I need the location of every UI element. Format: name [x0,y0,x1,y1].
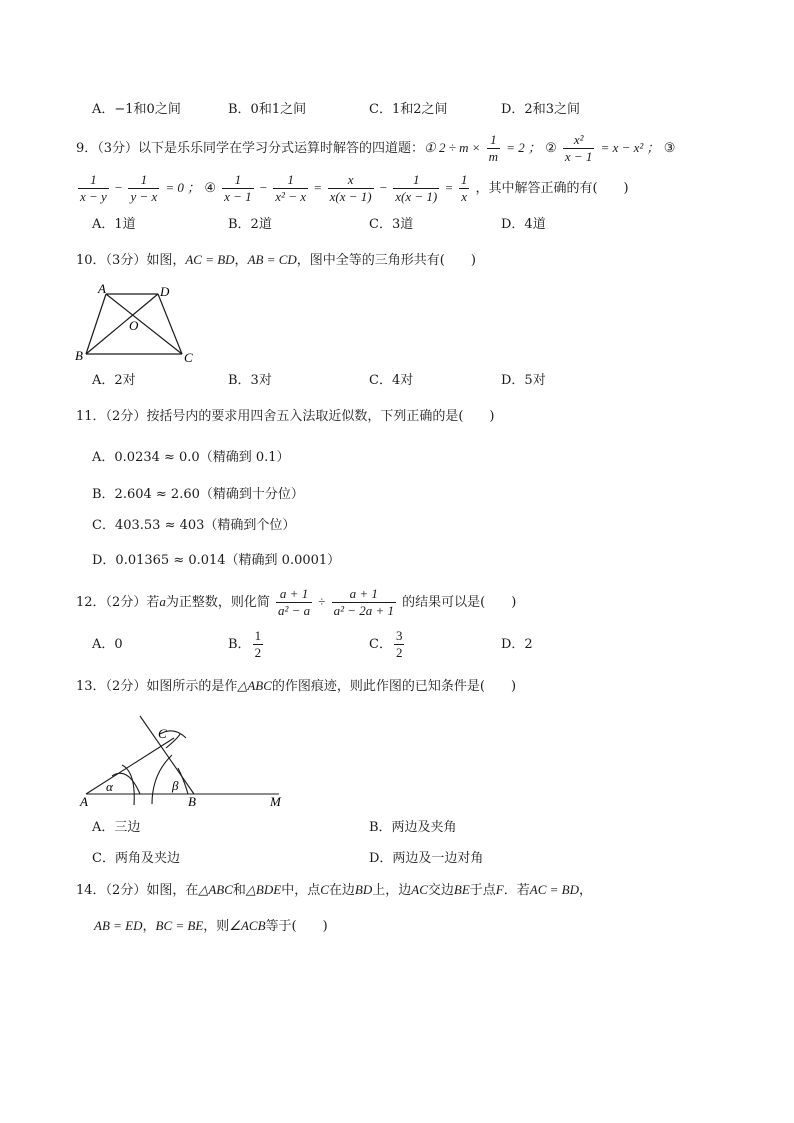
q13-option-d: D．两边及一边对角 [369,851,484,866]
q9-stem: 9．（3分）以下是乐乐同学在学习分式运算时解答的四道题： [76,141,425,156]
q8-option-a: A．−1和0之间 [92,102,181,117]
q9-item3-marker: ③ [663,141,676,156]
q9-item2-marker: ② [545,141,557,156]
q9-item3-fraction-2: $\frac{1}{y - x}$ [130,172,158,204]
q12-option-d: D．2 [501,637,533,652]
q11-stem: 11．（2分）按括号内的要求用四舍五入法取近似数，下列正确的是( ) [76,409,495,424]
q13-triangle: △ABC [237,678,272,693]
q10-option-b: B．3对 [228,373,272,388]
q9-item1-result: = 2 ； [506,140,541,155]
q9-item4-fraction-2: $\frac{1}{\text{x² − x}}$ [275,172,306,204]
q9-line1 [76,132,675,165]
q13-label-c: C [158,726,167,741]
q9-item3-fraction-1: $\frac{1}{x - y}$ [80,172,107,204]
q9-item2-result: = x − x² ； [600,140,660,155]
q13-label-beta: β [172,778,179,793]
q11-option-b: B．2.604 ≈ 2.60（精确到十分位） [92,487,304,502]
q9-option-b: B．2道 [228,217,272,232]
q12-option-c-fraction: $\frac{3}{2}$ [395,628,403,660]
q12-var: a [159,594,166,609]
q10-label-b: B [75,348,83,363]
q13-label-m: M [270,794,281,809]
q9-option-a: A．1道 [92,217,136,232]
q11-option-a: A．0.0234 ≈ 0.0（精确到 0.1） [92,450,290,465]
q12-operator: ÷ [318,594,326,609]
q10-option-d: D．5对 [501,373,546,388]
q11-option-c: C．403.53 ≈ 403（精确到个位） [92,518,296,533]
q10-label-o: O [129,318,139,333]
q9-item3-result: = 0 ； [165,180,201,195]
q13-stem: 13．（2分）如图所示的是作△ABC的作图痕迹，则此作图的已知条件是( ) [76,678,517,694]
q9-item1-fraction: $\frac{1}{m}$ [488,132,499,164]
q9-item4-fraction-3: $\frac{x}{x(x - 1)}$ [329,172,372,204]
q10-cond2: AB = CD [247,252,297,267]
q12-stem: 12．（2分）若a为正整数，则化简 $\frac{a + 1}{\text{a² − a}}$ ÷ $\frac{a + 1}{\text{a² − 2a + 1}}$ 的结果可以是( ) [76,586,517,618]
q13-label-alpha: α [106,779,113,794]
q10-option-c: C．4对 [369,373,414,388]
q11-option-d: D．0.01365 ≈ 0.014（精确到 0.0001） [92,553,341,568]
q8-option-d: D．2和3之间 [501,102,580,117]
q12-option-b: B． $\frac{1}{2}$ [228,628,262,660]
q13-option-b: B．两边及夹角 [369,820,457,835]
q9-item4-marker: ④ [204,181,216,196]
q9-option-c: C．3道 [369,217,414,232]
q13-label-b: B [188,794,196,809]
q13-option-a: A．三边 [92,820,141,835]
q10-option-a: A．2对 [92,373,136,388]
q13-label-a: A [80,794,88,809]
q13-option-c: C．两角及夹边 [92,851,180,866]
q9-item2-fraction: $\frac{\text{x²}}{x - 1}$ [564,132,593,164]
q10-figure [74,280,204,366]
q12-fraction-1: $\frac{a + 1}{\text{a² − a}}$ [277,586,311,618]
q12-option-a: A．0 [92,637,123,652]
q12-fraction-2: $\frac{a + 1}{\text{a² − 2a + 1}}$ [333,586,395,618]
q9-line2: $\frac{1}{x - y}$ − $\frac{1}{y - x}$ = 0 ； ④ $\frac{1}{x - 1}$ − $\frac{1}{\text{x² − x}}$ = $\frac{x}{x(x - 1)}$ − $\frac{1}{x(x - 1)}$ = $\frac{1}{x}$ ，其中解答正确的有( ) [80,172,629,204]
q9-item4-fraction-4: $\frac{1}{x(x - 1)}$ [395,172,438,204]
q10-stem: 10．（3分）如图，AC = BD，AB = CD，图中全等的三角形共有( ) [76,252,476,268]
q9-item4-fraction-1: $\frac{1}{x - 1}$ [224,172,252,204]
q13-figure [74,708,294,812]
q9-stem-suffix: ，其中解答正确的有( ) [475,181,629,196]
q9-item4-fraction-5: $\frac{1}{x}$ [460,172,468,204]
q8-option-c: C．1和2之间 [369,102,448,117]
q10-label-d: D [160,284,170,299]
q9-item1: ① 2 ÷ m × [424,140,481,155]
q10-cond1: AC = BD [185,252,235,267]
q14-line1: 14．（2分）如图，在△ABC和△BDE中，点C在边BD上，边AC交边BE于点F．若AC = BD， [76,882,592,898]
q12-option-c: C． $\frac{3}{2}$ [369,628,403,660]
q12-option-b-fraction: $\frac{1}{2}$ [254,628,262,660]
q10-label-a: A [98,281,106,296]
q9-option-d: D．4道 [501,217,546,232]
q10-label-c: C [184,350,193,365]
q8-option-b: B．0和1之间 [228,102,307,117]
q14-line2: AB = ED，BC = BE，则∠ACB等于( ) [94,918,328,934]
